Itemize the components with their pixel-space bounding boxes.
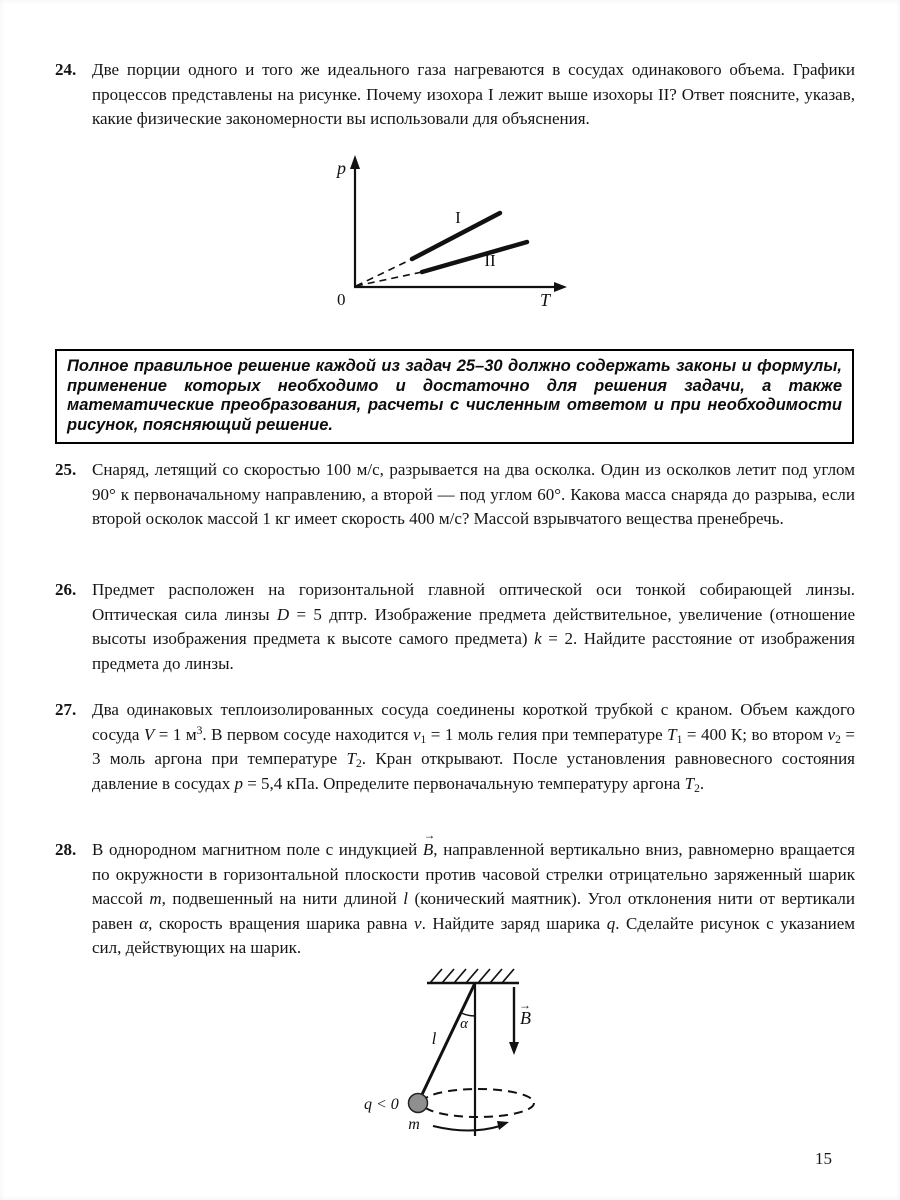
charged-ball	[409, 1094, 428, 1113]
charge-label: q < 0	[364, 1096, 399, 1113]
pendulum-string	[418, 983, 475, 1103]
problem-24-number: 24.	[55, 60, 77, 79]
rules-box	[55, 349, 854, 444]
t-axis-label: T	[540, 290, 551, 310]
problem-24-text: Две порции одного и того же идеального газа нагреваются в сосудах одинакового объема. Графики процессов представлены на рисунке. Почему изохора I лежит выше изохоры II? Ответ поясните, указав, какие физические закономерности вы использовали для объяснения.	[92, 60, 855, 128]
pendulum-svg	[330, 962, 610, 1152]
mass-label: m	[408, 1116, 420, 1133]
b-field-arrowhead-icon	[509, 1042, 519, 1055]
problem-25-text: Снаряд, летящий со скоростью 100 м/с, разрывается на два осколка. Один из осколков летит под углом 90° к первоначальному направлению, а второй — под углом 60°. Какова масса снаряда до разрыва, если второй осколок массой 1 кг имеет скорость 400 м/с? Массой взрывчатого вещества пренебречь.	[92, 460, 855, 528]
ceiling-hatch-icon	[430, 969, 514, 983]
problem-24	[55, 58, 855, 132]
pendulum-figure	[330, 962, 610, 1160]
length-label: l	[431, 1029, 437, 1048]
problem-26	[55, 578, 855, 676]
problem-28-text: В однородном магнитном поле с индукцией → B, направленной вертикально вниз, равномерно вращается по окружности в горизонтальной плоскости против часовой стрелки отрицательно заряженный шарик массой m, подвешенный на нити длиной l (конический маятник). Угол отклонения нити от вертикали равен α, скорость вращения шарика равна v. Найдите заряд шарика q. Сделайте рисунок с указанием сил, действующих на шарик.	[92, 838, 855, 961]
isochore-1-dashed	[356, 259, 412, 286]
p-axis-arrow-icon	[350, 155, 360, 169]
page-number: 15	[815, 1149, 832, 1168]
isochore-2-label: II	[484, 251, 496, 270]
t-axis-arrow-icon	[554, 282, 567, 292]
rotation-arrow	[433, 1126, 500, 1131]
problem-27	[55, 698, 855, 796]
rules-box-text: Полное правильное решение каждой из задач 25–30 должно содержать законы и формулы, применение которых необходимо и достаточно для решения задачи, а также математические преобразования, расчеты с численным ответом и при необходимости рисунок, поясняющий решение.	[67, 357, 842, 434]
origin-label: 0	[337, 290, 346, 309]
isochore-1-label: I	[455, 208, 461, 227]
isochore-2-dashed	[356, 272, 422, 286]
problem-28	[55, 838, 855, 961]
rotation-arrowhead-icon	[497, 1121, 509, 1130]
pt-graph-svg	[318, 148, 588, 318]
angle-label: α	[460, 1016, 468, 1032]
problem-26-text: Предмет расположен на горизонтальной главной оптической оси тонкой собирающей линзы. Оптическая сила линзы D = 5 дптр. Изображение предмета действительное, увеличение (отношение высоты изображения предмета к высоте самого предмета) k = 2. Найдите расстояние от изображения предмета до линзы.	[92, 580, 855, 673]
b-field-label: B	[520, 1008, 531, 1028]
problem-25	[55, 458, 855, 532]
circular-path	[422, 1089, 534, 1117]
pt-graph-figure	[318, 148, 588, 326]
problem-28-number: 28.	[55, 840, 77, 859]
vector-arrow-icon: →	[519, 998, 531, 1012]
p-axis-label: p	[337, 158, 346, 178]
problem-27-number: 27.	[55, 700, 77, 719]
problem-27-text: Два одинаковых теплоизолированных сосуда соединены короткой трубкой с краном. Объем каждого сосуда V = 1 $м^3$. В первом сосуде находится $\nu_1 = 1$ моль гелия при температуре $T_1 = 400$ К; во втором $\nu_2 = 3$ моль аргона при температуре $T_2$. Кран открывают. После установления равновесного состояния давление в сосудах p = 5,4 кПа. Определите первоначальную температуру аргона $T_2$.	[92, 700, 855, 795]
problem-25-number: 25.	[55, 460, 77, 479]
problem-26-number: 26.	[55, 580, 77, 599]
